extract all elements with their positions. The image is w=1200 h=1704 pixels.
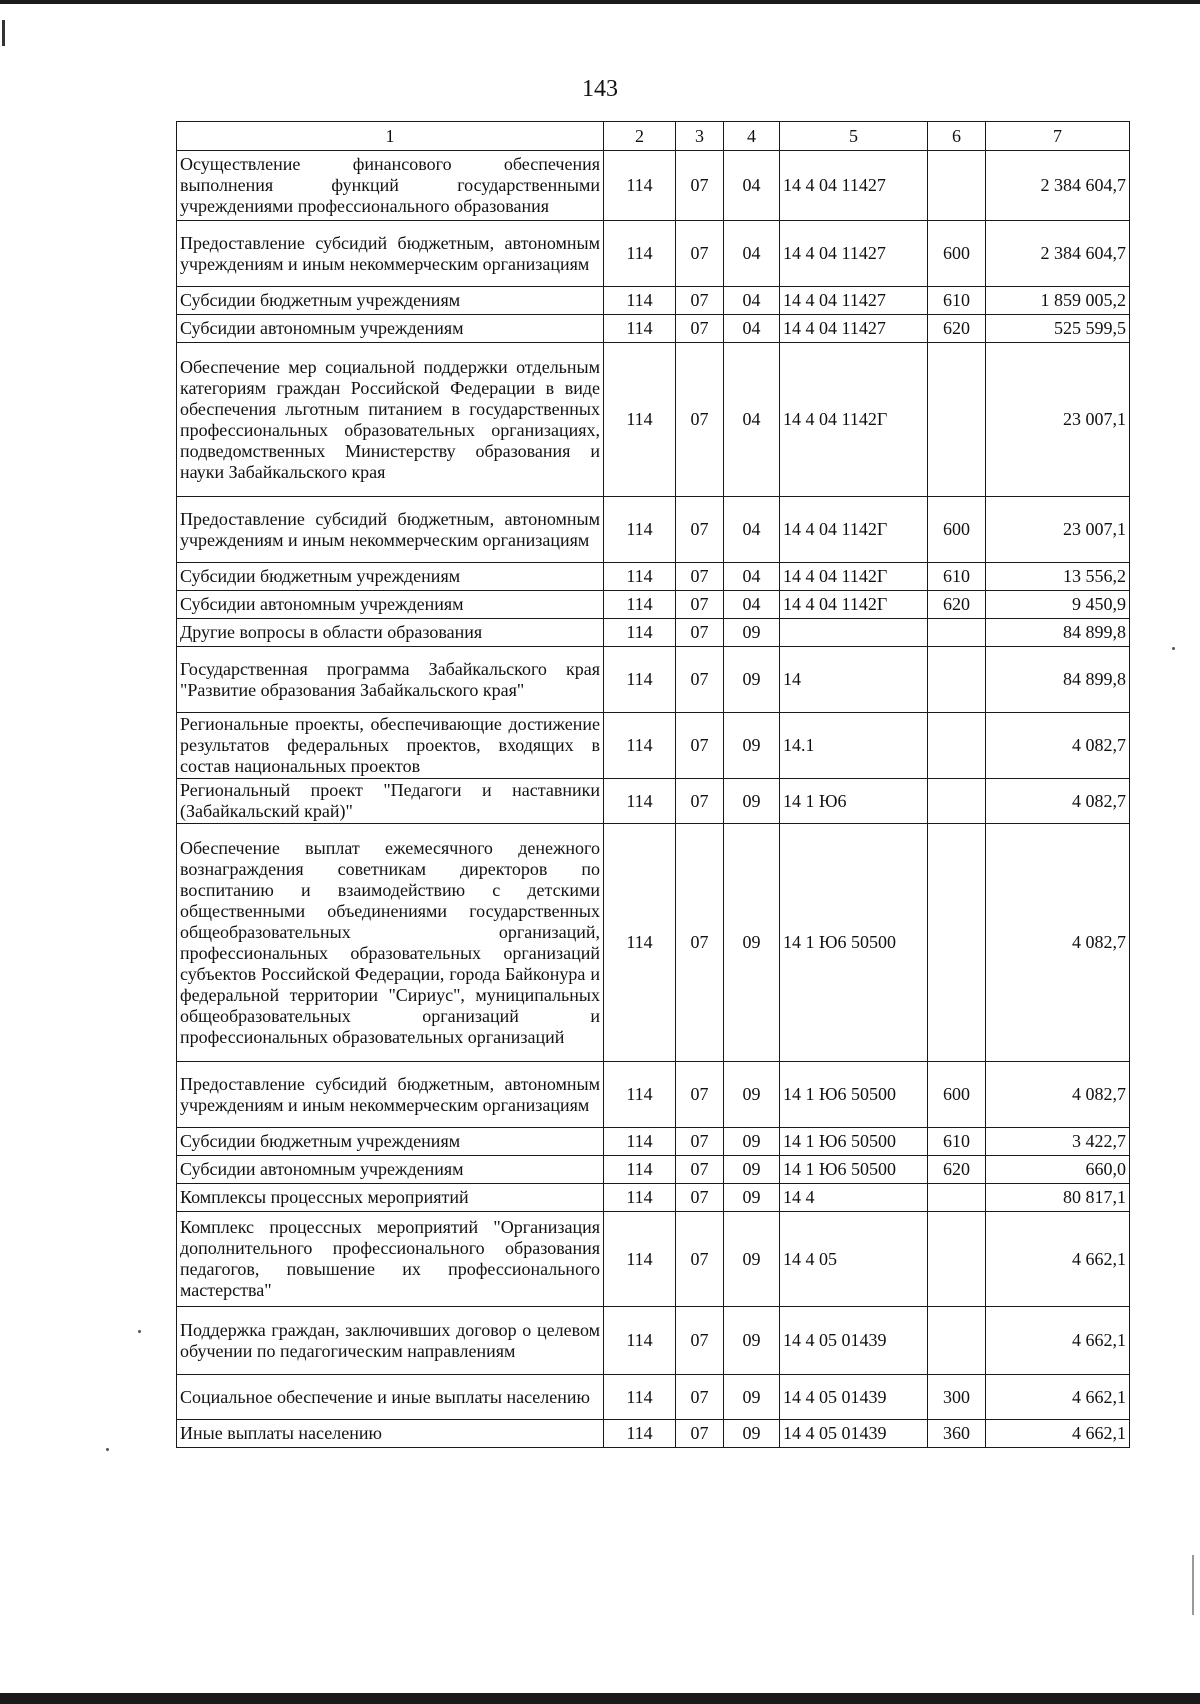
row-section: 07	[676, 779, 724, 824]
row-section: 07	[676, 287, 724, 315]
header-col-3: 3	[676, 122, 724, 151]
row-name: Предоставление субсидий бюджетным, автономным учреждениям и иным некоммерческим организациям	[177, 497, 604, 563]
row-admin-code: 114	[604, 287, 676, 315]
row-expense-type: 620	[928, 1156, 986, 1184]
row-expense-type: 600	[928, 497, 986, 563]
row-amount: 1 859 005,2	[986, 287, 1130, 315]
row-admin-code: 114	[604, 1212, 676, 1307]
row-amount: 660,0	[986, 1156, 1130, 1184]
scan-left-mark	[2, 20, 5, 46]
row-target-article: 14 1 Ю6 50500	[780, 1156, 928, 1184]
row-amount: 80 817,1	[986, 1184, 1130, 1212]
row-amount: 4 082,7	[986, 1062, 1130, 1128]
row-amount: 4 082,7	[986, 824, 1130, 1062]
row-subsection: 09	[724, 1420, 780, 1448]
row-amount: 84 899,8	[986, 619, 1130, 647]
row-name: Осуществление финансового обеспечения выполнения функций государственными учреждениями профессионального образования	[177, 151, 604, 221]
row-target-article: 14 4 04 11427	[780, 315, 928, 343]
row-section: 07	[676, 591, 724, 619]
table-row	[177, 1156, 1130, 1184]
row-section: 07	[676, 713, 724, 779]
row-admin-code: 114	[604, 1184, 676, 1212]
table-row	[177, 315, 1130, 343]
row-expense-type: 360	[928, 1420, 986, 1448]
row-admin-code: 114	[604, 1420, 676, 1448]
row-admin-code: 114	[604, 343, 676, 497]
header-col-7: 7	[986, 122, 1130, 151]
scan-speck	[138, 1330, 141, 1333]
row-section: 07	[676, 1156, 724, 1184]
row-name: Другие вопросы в области образования	[177, 619, 604, 647]
row-amount: 2 384 604,7	[986, 151, 1130, 221]
row-admin-code: 114	[604, 1375, 676, 1420]
table-row	[177, 1420, 1130, 1448]
row-subsection: 09	[724, 779, 780, 824]
row-target-article: 14 1 Ю6 50500	[780, 1128, 928, 1156]
row-expense-type: 610	[928, 1128, 986, 1156]
row-admin-code: 114	[604, 221, 676, 287]
table-body	[177, 151, 1130, 1448]
row-expense-type	[928, 713, 986, 779]
row-name: Обеспечение выплат ежемесячного денежного вознаграждения советникам директоров по воспитанию и взаимодействию с детскими общественными объединениями государственных общеобразовательных организаций, профессиональных образовательных организаций субъектов Российской Федерации, города Байконура и федеральной территории "Сириус", муниципальных общеобразовательных организаций и профессиональных образовательных организаций	[177, 824, 604, 1062]
row-amount: 525 599,5	[986, 315, 1130, 343]
row-expense-type	[928, 619, 986, 647]
row-target-article: 14 1 Ю6	[780, 779, 928, 824]
row-name: Предоставление субсидий бюджетным, автономным учреждениям и иным некоммерческим организациям	[177, 1062, 604, 1128]
row-target-article: 14 4	[780, 1184, 928, 1212]
table-row	[177, 824, 1130, 1062]
header-row	[177, 122, 1130, 151]
row-section: 07	[676, 1184, 724, 1212]
row-section: 07	[676, 315, 724, 343]
scan-right-mark	[1192, 1555, 1194, 1615]
row-subsection: 09	[724, 1307, 780, 1375]
row-amount: 4 662,1	[986, 1420, 1130, 1448]
table-row	[177, 287, 1130, 315]
row-admin-code: 114	[604, 1307, 676, 1375]
table-row	[177, 563, 1130, 591]
table-row	[177, 1128, 1130, 1156]
row-admin-code: 114	[604, 647, 676, 713]
scan-bottom-border	[0, 1693, 1200, 1704]
row-amount: 4 662,1	[986, 1307, 1130, 1375]
row-admin-code: 114	[604, 315, 676, 343]
row-amount: 23 007,1	[986, 343, 1130, 497]
row-expense-type: 600	[928, 221, 986, 287]
row-section: 07	[676, 1128, 724, 1156]
row-target-article: 14 4 04 1142Г	[780, 343, 928, 497]
row-admin-code: 114	[604, 563, 676, 591]
row-target-article: 14.1	[780, 713, 928, 779]
row-expense-type	[928, 151, 986, 221]
row-expense-type	[928, 1307, 986, 1375]
row-name: Комплексы процессных мероприятий	[177, 1184, 604, 1212]
table-row	[177, 1062, 1130, 1128]
row-subsection: 09	[724, 1128, 780, 1156]
row-name: Субсидии бюджетным учреждениям	[177, 1128, 604, 1156]
row-target-article: 14 4 05 01439	[780, 1375, 928, 1420]
row-target-article: 14 4 04 11427	[780, 151, 928, 221]
row-admin-code: 114	[604, 497, 676, 563]
row-expense-type	[928, 1184, 986, 1212]
row-amount: 4 662,1	[986, 1212, 1130, 1307]
row-target-article: 14 4 05 01439	[780, 1307, 928, 1375]
scan-speck	[1172, 647, 1175, 650]
header-col-6: 6	[928, 122, 986, 151]
row-section: 07	[676, 647, 724, 713]
row-section: 07	[676, 1062, 724, 1128]
row-section: 07	[676, 824, 724, 1062]
row-subsection: 09	[724, 824, 780, 1062]
row-target-article: 14	[780, 647, 928, 713]
row-target-article: 14 1 Ю6 50500	[780, 1062, 928, 1128]
row-subsection: 09	[724, 1184, 780, 1212]
header-col-4: 4	[724, 122, 780, 151]
row-subsection: 09	[724, 619, 780, 647]
row-subsection: 04	[724, 497, 780, 563]
row-section: 07	[676, 497, 724, 563]
row-section: 07	[676, 1420, 724, 1448]
row-admin-code: 114	[604, 591, 676, 619]
row-subsection: 04	[724, 591, 780, 619]
row-expense-type: 300	[928, 1375, 986, 1420]
row-expense-type: 610	[928, 287, 986, 315]
row-section: 07	[676, 563, 724, 591]
table-row	[177, 1375, 1130, 1420]
row-name: Поддержка граждан, заключивших договор о целевом обучении по педагогическим направлениям	[177, 1307, 604, 1375]
row-expense-type	[928, 1212, 986, 1307]
row-admin-code: 114	[604, 824, 676, 1062]
row-target-article: 14 4 05 01439	[780, 1420, 928, 1448]
table-row	[177, 591, 1130, 619]
row-subsection: 04	[724, 343, 780, 497]
row-name: Региональные проекты, обеспечивающие достижение результатов федеральных проектов, входящих в состав национальных проектов	[177, 713, 604, 779]
row-name: Предоставление субсидий бюджетным, автономным учреждениям и иным некоммерческим организациям	[177, 221, 604, 287]
row-admin-code: 114	[604, 151, 676, 221]
row-target-article: 14 4 04 1142Г	[780, 591, 928, 619]
row-subsection: 09	[724, 1062, 780, 1128]
scan-top-border	[0, 0, 1200, 4]
header-col-2: 2	[604, 122, 676, 151]
row-subsection: 04	[724, 221, 780, 287]
row-section: 07	[676, 619, 724, 647]
table-row	[177, 151, 1130, 221]
row-section: 07	[676, 1212, 724, 1307]
row-amount: 4 082,7	[986, 713, 1130, 779]
row-amount: 2 384 604,7	[986, 221, 1130, 287]
row-name: Государственная программа Забайкальского края "Развитие образования Забайкальского края"	[177, 647, 604, 713]
table-row	[177, 779, 1130, 824]
row-subsection: 09	[724, 1156, 780, 1184]
row-name: Региональный проект "Педагоги и наставники (Забайкальский край)"	[177, 779, 604, 824]
row-amount: 4 662,1	[986, 1375, 1130, 1420]
table-row	[177, 497, 1130, 563]
row-name: Субсидии бюджетным учреждениям	[177, 563, 604, 591]
table-row	[177, 1212, 1130, 1307]
row-target-article: 14 4 04 11427	[780, 221, 928, 287]
table-row	[177, 221, 1130, 287]
row-subsection: 09	[724, 1375, 780, 1420]
row-admin-code: 114	[604, 1156, 676, 1184]
row-subsection: 09	[724, 647, 780, 713]
row-admin-code: 114	[604, 713, 676, 779]
row-name: Субсидии автономным учреждениям	[177, 315, 604, 343]
row-target-article: 14 4 05	[780, 1212, 928, 1307]
row-expense-type	[928, 824, 986, 1062]
row-expense-type: 620	[928, 591, 986, 619]
row-target-article: 14 4 04 11427	[780, 287, 928, 315]
scan-speck	[106, 1448, 109, 1451]
row-target-article: 14 4 04 1142Г	[780, 497, 928, 563]
row-admin-code: 114	[604, 619, 676, 647]
table-row	[177, 343, 1130, 497]
row-name: Комплекс процессных мероприятий "Организация дополнительного профессионального образования педагогов, повышение их профессионального мастерства"	[177, 1212, 604, 1307]
row-target-article: 14 1 Ю6 50500	[780, 824, 928, 1062]
table-row	[177, 647, 1130, 713]
row-section: 07	[676, 221, 724, 287]
row-amount: 23 007,1	[986, 497, 1130, 563]
row-name: Субсидии бюджетным учреждениям	[177, 287, 604, 315]
row-amount: 13 556,2	[986, 563, 1130, 591]
row-expense-type	[928, 647, 986, 713]
row-subsection: 09	[724, 713, 780, 779]
row-admin-code: 114	[604, 1128, 676, 1156]
row-expense-type	[928, 779, 986, 824]
row-expense-type: 600	[928, 1062, 986, 1128]
row-name: Обеспечение мер социальной поддержки отдельным категориям граждан Российской Федерации в виде обеспечения льготным питанием в государственных профессиональных образовательных организациях, подведомственных Министерству образования и науки Забайкальского края	[177, 343, 604, 497]
row-amount: 9 450,9	[986, 591, 1130, 619]
row-section: 07	[676, 1307, 724, 1375]
budget-table	[176, 121, 1130, 1448]
table-row	[177, 713, 1130, 779]
row-admin-code: 114	[604, 1062, 676, 1128]
row-name: Социальное обеспечение и иные выплаты населению	[177, 1375, 604, 1420]
row-target-article: 14 4 04 1142Г	[780, 563, 928, 591]
row-subsection: 04	[724, 287, 780, 315]
row-target-article	[780, 619, 928, 647]
row-amount: 4 082,7	[986, 779, 1130, 824]
row-expense-type: 610	[928, 563, 986, 591]
row-admin-code: 114	[604, 779, 676, 824]
table-row	[177, 1184, 1130, 1212]
row-name: Субсидии автономным учреждениям	[177, 591, 604, 619]
row-subsection: 04	[724, 151, 780, 221]
table-row	[177, 619, 1130, 647]
header-col-5: 5	[780, 122, 928, 151]
row-section: 07	[676, 343, 724, 497]
row-expense-type	[928, 343, 986, 497]
row-section: 07	[676, 151, 724, 221]
row-expense-type: 620	[928, 315, 986, 343]
row-amount: 84 899,8	[986, 647, 1130, 713]
table-row	[177, 1307, 1130, 1375]
row-amount: 3 422,7	[986, 1128, 1130, 1156]
page-number: 143	[582, 76, 618, 102]
header-col-1: 1	[177, 122, 604, 151]
row-name: Субсидии автономным учреждениям	[177, 1156, 604, 1184]
row-section: 07	[676, 1375, 724, 1420]
row-subsection: 04	[724, 315, 780, 343]
row-subsection: 09	[724, 1212, 780, 1307]
row-subsection: 04	[724, 563, 780, 591]
row-name: Иные выплаты населению	[177, 1420, 604, 1448]
